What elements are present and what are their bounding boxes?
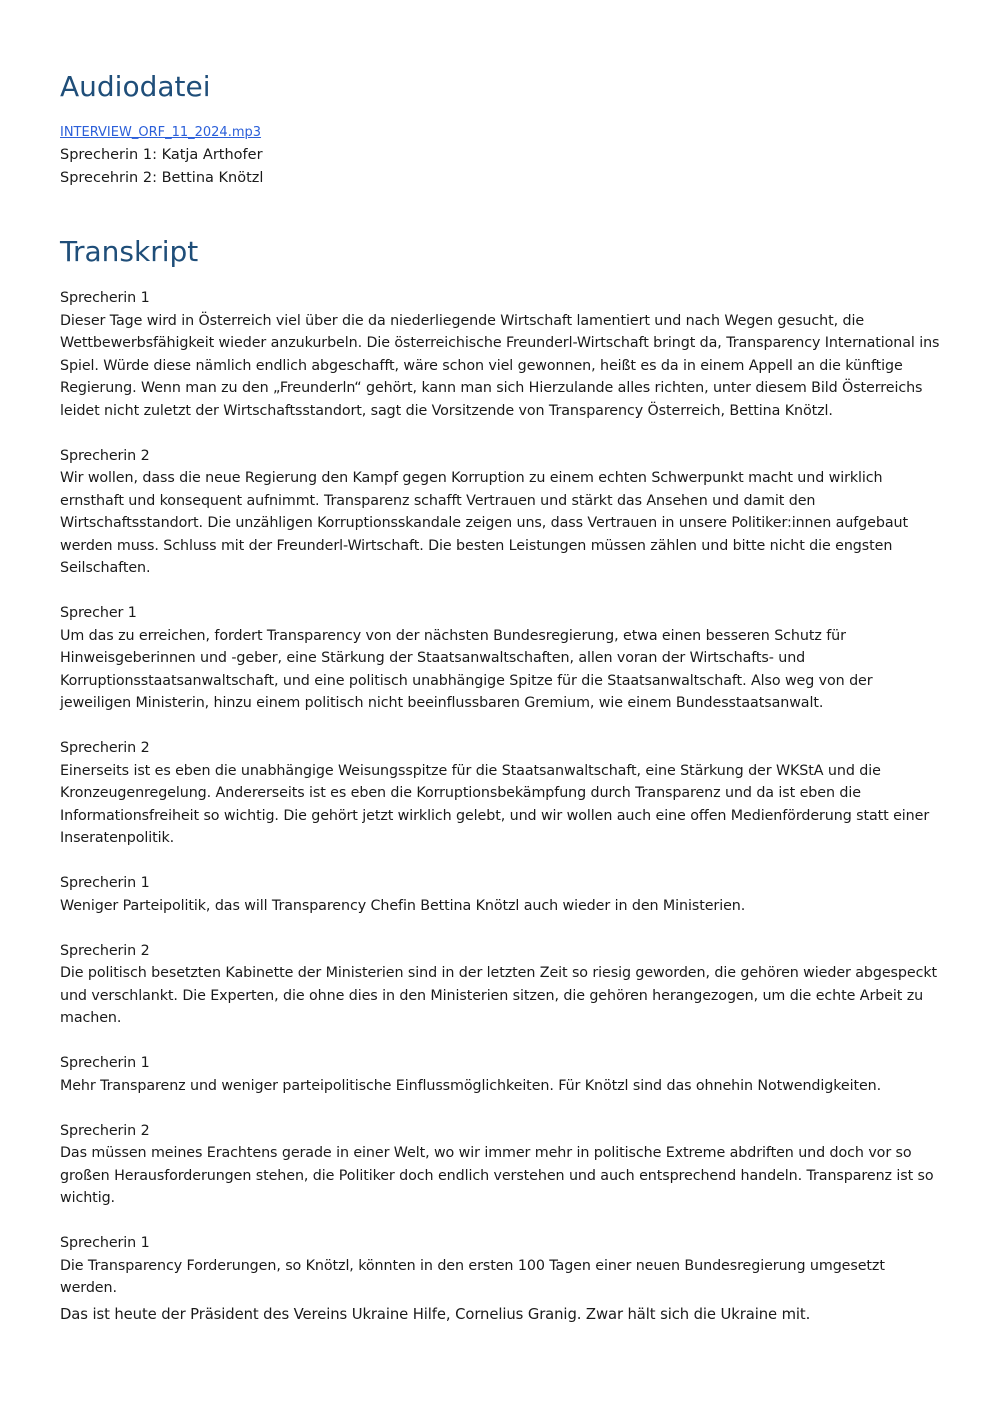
audio-info (60, 121, 263, 190)
entry-text: Um das zu erreichen, fordert Transparency von der nächsten Bundesregierung, etwa einen besseren Schutz für Hinweisgeberinnen und -geber, eine Stärkung der Staatsanwaltschaften, allen voran der Wirtschafts- und Korruptionsstaatsanwaltschaft, und eine politisch unabhängige Spitze für die Staatsanwaltschaft. Also weg von der jeweiligen Ministerin, hinzu einem politisch nicht beeinflussbaren Gremium, wie einem Bundesstaatsanwalt. (60, 627, 873, 711)
speaker-label: Sprecher 1 (60, 605, 137, 621)
transcript-body (60, 287, 945, 1327)
transcript-entry (60, 1120, 945, 1210)
transcript-entry (60, 737, 945, 850)
transcript-entry (60, 872, 945, 917)
entry-text: Weniger Parteipolitik, das will Transparency Chefin Bettina Knötzl auch wieder in den Ministerien. (60, 897, 746, 914)
closing-line: Das ist heute der Präsident des Vereins Ukraine Hilfe, Cornelius Granig. Zwar hält sich die Ukraine mit. (60, 1306, 811, 1323)
speaker-label: Sprecherin 1 (60, 1235, 150, 1251)
transcript-entry (60, 445, 945, 580)
transcript-entry (60, 1052, 945, 1097)
transcript-entry (60, 1232, 945, 1300)
entry-text: Einerseits ist es eben die unabhängige Weisungsspitze für die Staatsanwaltschaft, eine Stärkung der WKStA und die Kronzeugenregelung. Andererseits ist es eben die Korruptionsbekämpfung durch Transparenz und da ist eben die Informationsfreiheit so wichtig. Die gehört jetzt wirklich gelebt, und wir wollen auch eine offen Medienförderung statt einer Inseratenpolitik. (60, 762, 930, 846)
entry-text: Die Transparency Forderungen, so Knötzl, könnten in den ersten 100 Tagen einer neuen Bundesregierung umgesetzt werden. (60, 1257, 885, 1296)
transcript-entry (60, 940, 945, 1030)
transcript-entry (60, 602, 945, 715)
entry-text: Die politisch besetzten Kabinette der Ministerien sind in der letzten Zeit so riesig geworden, die gehören wieder abgespeckt und verschlankt. Die Experten, die ohne dies in den Ministerien sitzen, die gehören herangezogen, um die echte Arbeit zu machen. (60, 965, 938, 1026)
speaker-label: Sprecherin 1 (60, 290, 150, 306)
entry-text: Mehr Transparenz und weniger parteipolitische Einflussmöglichkeiten. Für Knötzl sind das ohnehin Notwendigkeiten. (60, 1077, 882, 1094)
speaker-label: Sprecherin 2 (60, 740, 150, 756)
speaker-label: Sprecherin 2 (60, 447, 150, 464)
speaker-1-info: Sprecherin 1: Katja Arthofer (60, 147, 263, 163)
audio-heading: Audiodatei (60, 70, 211, 103)
speaker-2-info: Sprecehrin 2: Bettina Knötzl (60, 170, 264, 186)
transcript-entry (60, 287, 945, 422)
speaker-label: Sprecherin 2 (60, 942, 150, 959)
speaker-label: Sprecherin 1 (60, 1055, 150, 1071)
entry-text: Dieser Tage wird in Österreich viel über die da niederliegende Wirtschaft lamentiert und nach Wegen gesucht, die Wettbewerbsfähigkeit wieder anzukurbeln. Die österreichische Freunderl-Wirtschaft bringt da, Transparency International ins Spiel. Würde diese nämlich endlich abgeschafft, wäre schon viel gewonnen, heißt es da in einem Appell an die künftige Regierung. Wenn man zu den „Freunderln“ gehört, kann man sich Hierzulande alles richten, unter diesem Bild Österreichs leidet nicht zuletzt der Wirtschaftsstandort, sagt die Vorsitzende von Transparency Österreich, Bettina Knötzl. (60, 312, 940, 419)
speaker-label: Sprecherin 1 (60, 875, 150, 891)
audio-file-link[interactable]: INTERVIEW_ORF_11_2024.mp3 (60, 125, 262, 140)
transcript-heading: Transkript (60, 235, 199, 268)
entry-text: Wir wollen, dass die neue Regierung den Kampf gegen Korruption zu einem echten Schwerpunkt macht und wirklich ernsthaft und konsequent aufnimmt. Transparenz schafft Vertrauen und stärkt das Ansehen und damit den Wirtschaftsstandort. Die unzähligen Korruptionsskandale zeigen uns, dass Vertrauen in unsere Politiker:innen aufgebaut werden muss. Schluss mit der Freunderl-Wirtschaft. Die besten Leistungen müssen zählen und bitte nicht die engsten Seilschaften. (60, 470, 908, 576)
entry-text: Das müssen meines Erachtens gerade in einer Welt, wo wir immer mehr in politische Extreme abdriften und doch vor so großen Herausforderungen stehen, die Politiker doch endlich verstehen und auch entsprechend handeln. Transparenz ist so wichtig. (60, 1145, 934, 1206)
speaker-label: Sprecherin 2 (60, 1122, 150, 1139)
